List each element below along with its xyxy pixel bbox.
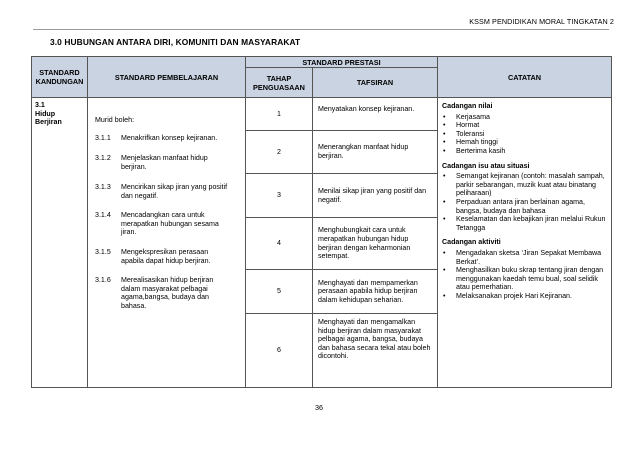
value-text: Hormat [456, 121, 480, 130]
learning-standard-item [95, 211, 231, 237]
page-number: 36 [315, 403, 323, 412]
activity-text: Melaksanakan projek Hari Kejiranan. [456, 291, 572, 300]
standard-kandungan-cell [32, 98, 88, 388]
learning-standard-code: 3.1.2 [95, 154, 111, 162]
learning-standard-code: 3.1.6 [95, 276, 111, 284]
learning-standard-item [95, 154, 231, 171]
list-item [442, 113, 607, 122]
bullet-icon: • [443, 291, 446, 300]
performance-level-2: 2 [246, 131, 313, 174]
header-tafsiran: TAFSIRAN [313, 68, 438, 98]
learning-standard-text: Mencadangkan cara untuk merapatkan hubungan sesama jiran. [121, 211, 219, 237]
notes-issues-heading: Cadangan isu atau situasi [442, 161, 530, 170]
header-divider [33, 29, 609, 30]
learning-standard-item [95, 276, 231, 310]
notes-activities-heading: Cadangan aktiviti [442, 238, 501, 247]
notes-values-list [442, 113, 607, 156]
learning-standard-code: 3.1.3 [95, 183, 111, 191]
bullet-icon: • [443, 215, 446, 224]
bullet-icon: • [443, 146, 446, 155]
list-item [442, 215, 607, 232]
list-item [442, 172, 607, 198]
header-standard-prestasi: STANDARD PRESTASI [246, 57, 438, 68]
learning-standard-item [95, 134, 231, 143]
list-item [442, 249, 607, 266]
bullet-icon: • [443, 248, 446, 257]
performance-descriptor-4: Menghubungkait cara untuk merapatkan hubungan hidup berjiran dengan keharmonian setempat. [313, 218, 438, 270]
header-catatan: CATATAN [438, 57, 612, 98]
bullet-icon: • [443, 138, 446, 147]
issue-text: Semangat kejiranan (contoh: masalah sampah, parkir sebarangan, muzik kuat atau binatang peliharaan) [456, 172, 605, 198]
learning-standard-text: Merealisasikan hidup berjiran dalam masyarakat pelbagai agama,bangsa, budaya dan bahasa. [121, 276, 214, 310]
performance-level-4: 4 [246, 218, 313, 270]
learning-standard-text: Menjelaskan manfaat hidup berjiran. [121, 154, 208, 171]
standard-kandungan-title-line2: Berjiran [35, 118, 62, 127]
bullet-icon: • [443, 266, 446, 275]
standard-pembelajaran-cell [88, 98, 246, 388]
performance-descriptor-6: Menghayati dan mengamalkan hidup berjiran dalam masyarakat pelbagai agama, bangsa, budaya dan bahasa secara tekal atau boleh dicontohi. [313, 314, 438, 388]
learning-standard-text: Mencirikan sikap jiran yang positif dan negatif. [121, 183, 228, 200]
performance-level-5: 5 [246, 270, 313, 314]
standard-kandungan-code: 3.1 [35, 101, 45, 109]
performance-descriptor-3: Menilai sikap jiran yang positif dan negatif. [313, 174, 438, 218]
bullet-icon: • [443, 197, 446, 206]
value-text: Berterima kasih [456, 146, 506, 155]
learning-standard-text: Menakrifkan konsep kejiranan. [121, 134, 218, 142]
performance-level-1: 1 [246, 98, 313, 131]
learning-standard-code: 3.1.5 [95, 248, 111, 256]
learning-standard-code: 3.1.4 [95, 211, 111, 219]
notes-issues-list [442, 172, 607, 232]
list-item [442, 266, 607, 292]
learning-standard-item [95, 248, 231, 265]
list-item [442, 121, 607, 130]
bullet-icon: • [443, 129, 446, 138]
bullet-icon: • [443, 172, 446, 181]
performance-level-3: 3 [246, 174, 313, 218]
header-standard-pembelajaran: STANDARD PEMBELAJARAN [88, 57, 246, 98]
catatan-cell [438, 98, 612, 388]
issue-text: Perpaduan antara jiran berlainan agama, bangsa, budaya dan bahasa [456, 197, 585, 215]
performance-descriptor-2: Menerangkan manfaat hidup berjiran. [313, 131, 438, 174]
list-item [442, 138, 607, 147]
learning-standard-code: 3.1.1 [95, 134, 111, 142]
list-item [442, 130, 607, 139]
activity-text: Mengadakan sketsa ‘Jiran Sepakat Membawa Berkat’. [456, 248, 602, 266]
section-title: 3.0 HUBUNGAN ANTARA DIRI, KOMUNITI DAN MASYARAKAT [50, 37, 301, 47]
notes-values-heading: Cadangan nilai [442, 102, 493, 110]
learning-standard-item [95, 183, 231, 200]
standard-kandungan-title-line1: Hidup [35, 109, 56, 118]
issue-text: Keselamatan dan kebajikan jiran melalui Rukun Tetangga [456, 215, 606, 232]
notes-activities-list [442, 249, 607, 301]
header-tahap-penguasaan: TAHAP PENGUASAAN [246, 68, 313, 98]
activity-text: Menghasilkan buku skrap tentang jiran dengan menggunakan kaedah temu bual, soal selidik atau pemerhatian. [456, 266, 604, 292]
list-item [442, 198, 607, 215]
list-item [442, 147, 607, 156]
learning-standard-text: Mengekspresikan perasaan apabila dapat hidup berjiran. [121, 248, 211, 265]
learning-standards-intro: Murid boleh: [95, 116, 135, 124]
bullet-icon: • [443, 112, 446, 121]
value-text: Toleransi [456, 129, 485, 138]
list-item [442, 292, 607, 301]
value-text: Hemah tinggi [456, 138, 498, 147]
curriculum-table [31, 56, 612, 388]
bullet-icon: • [443, 121, 446, 130]
header-standard-kandungan: STANDARD KANDUNGAN [32, 57, 88, 98]
value-text: Kerjasama [456, 112, 490, 121]
running-header: KSSM PENDIDIKAN MORAL TINGKATAN 2 [469, 17, 614, 26]
performance-descriptor-5: Menghayati dan mempamerkan perasaan apabila hidup berjiran dalam kehidupan seharian. [313, 270, 438, 314]
performance-descriptor-1: Menyatakan konsep kejiranan. [313, 98, 438, 131]
performance-level-6: 6 [246, 314, 313, 388]
